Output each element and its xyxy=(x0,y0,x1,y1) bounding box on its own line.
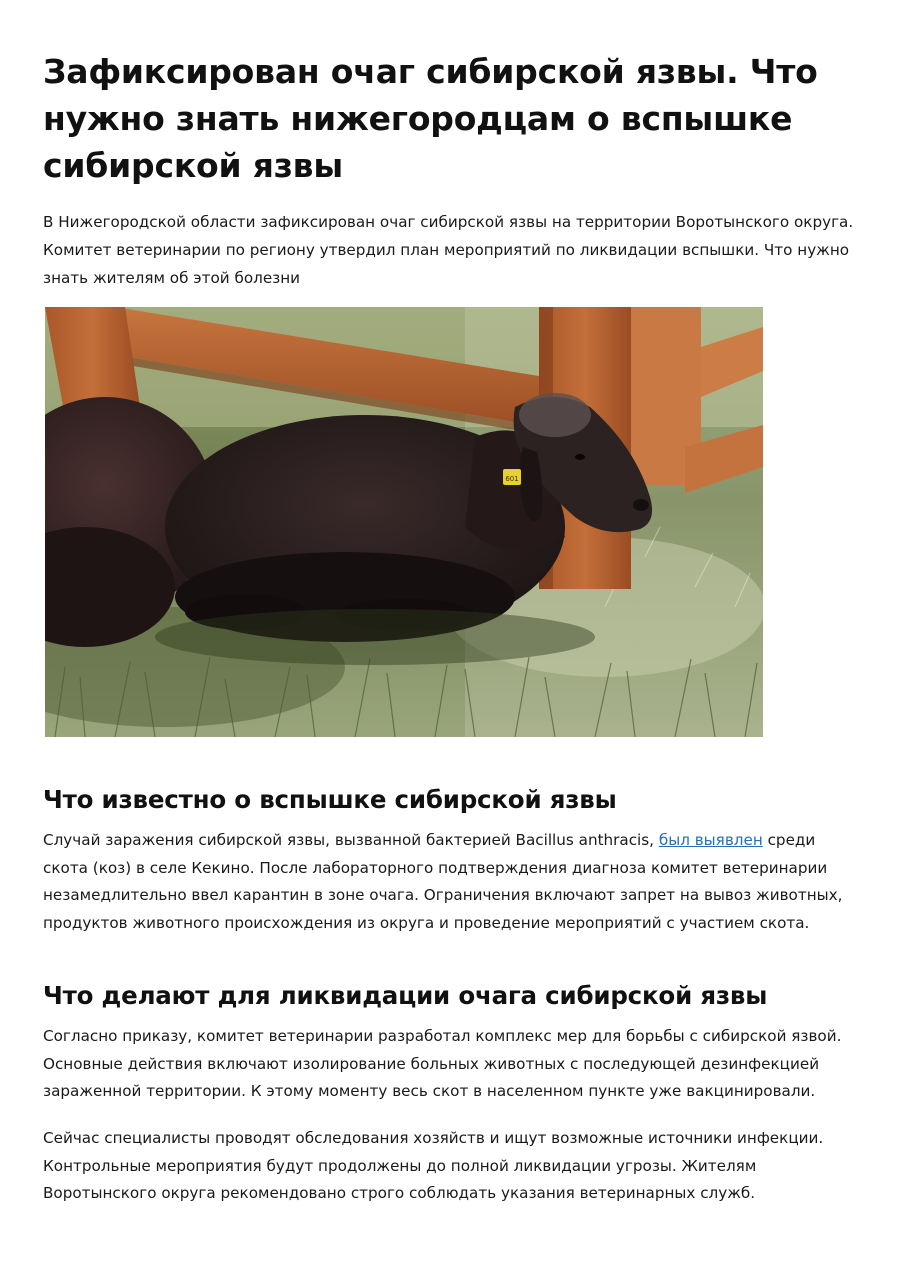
section-paragraph-outbreak xyxy=(43,827,865,938)
detected-link[interactable]: был выявлен xyxy=(658,831,763,849)
article-title: Зафиксирован очаг сибирской язвы. Что нужно знать нижегородцам о вспышке сибирской язвы xyxy=(43,52,818,185)
article-photo xyxy=(45,307,763,737)
ear-tag-text: 601 xyxy=(505,475,519,483)
section-heading-liquidation: Что делают для ликвидации очага сибирской язвы xyxy=(43,981,768,1010)
article-lead: В Нижегородской области зафиксирован очаг сибирской язвы на территории Воротынского округа. Комитет ветеринарии по региону утвердил план мероприятий по ликвидации вспышки. Что нужно знать жителям об этой болезни xyxy=(43,213,854,287)
section-paragraph-inspections: Сейчас специалисты проводят обследования хозяйств и ищут возможные источники инфекции. Контрольные мероприятия будут продолжены до полной ликвидации угрозы. Жителям Воротынского округа рекомендовано строго соблюдать указания ветеринарных служб. xyxy=(43,1129,824,1203)
section-heading-outbreak: Что известно о вспышке сибирской язвы xyxy=(43,785,617,814)
paragraph-text-before-link: Случай заражения сибирской язвы, вызванной бактерией Bacillus anthracis, xyxy=(43,831,659,849)
section-paragraph-measures: Согласно приказу, комитет ветеринарии разработал комплекс мер для борьбы с сибирской язвой. Основные действия включают изолирование больных животных с последующей дезинфекцией зараженной территории. К этому моменту весь скот в населенном пункте уже вакцинировали. xyxy=(43,1027,842,1101)
paragraph-text-after-link: среди скота (коз) в селе Кекино. После лабораторного подтверждения диагноза комитет ветеринарии незамедлительно ввел карантин в зоне очага. Ограничения включают запрет на вывоз животных, продуктов животного происхождения из округа и проведение мероприятий с участием скота. xyxy=(43,831,843,933)
sheep-photo-illustration xyxy=(45,307,763,737)
